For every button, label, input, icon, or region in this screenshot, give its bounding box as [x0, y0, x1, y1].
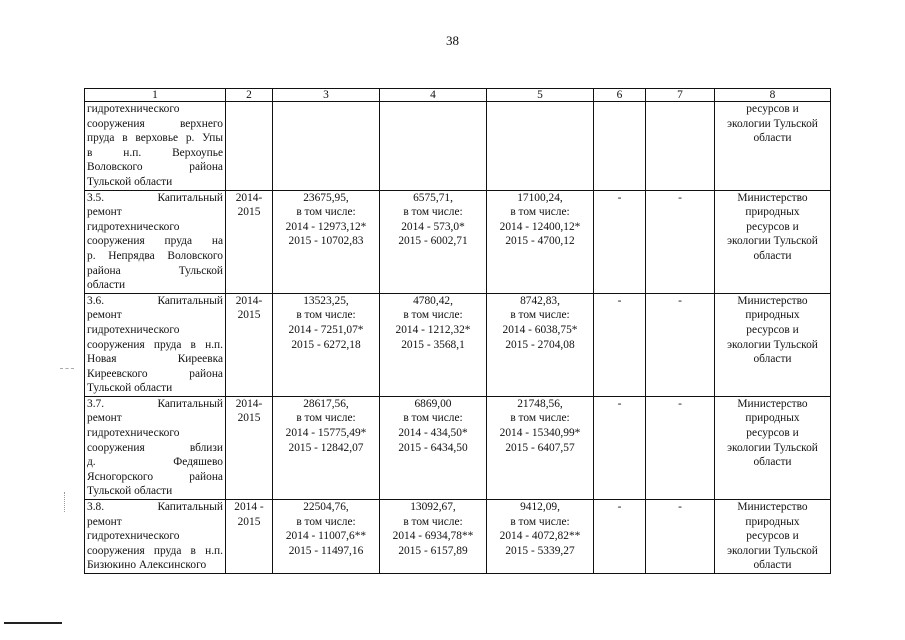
cell-line: 2015 - 3568,1 [401, 338, 465, 351]
cell-line: 2015 - 6157,89 [398, 544, 468, 557]
cell-line: области [753, 559, 792, 572]
program-table [84, 88, 831, 574]
cell-line: в том числе: [403, 309, 463, 322]
cell-line: ресурсов и [746, 103, 799, 115]
cell-line: 2015 [237, 309, 261, 322]
cell-line: 21748,56, [517, 397, 563, 410]
total-cost-cell [273, 293, 380, 396]
cell-line: Тульской области [87, 485, 173, 498]
federal-budget-cell [380, 190, 487, 293]
header-cell: 8 [715, 89, 831, 102]
cell-line: 2014 - 12400,12* [499, 220, 581, 233]
cell-line: Министерство [737, 191, 808, 204]
cell-line: Воловского района [87, 161, 223, 174]
cell-line: 2014 - 12973,12* [285, 220, 367, 233]
cell-line: природных [745, 206, 800, 219]
cell-line: 2014 - 4072,82** [499, 530, 581, 543]
cell-line: сооружения пруда в н.п. [87, 338, 223, 351]
regional-budget-cell [487, 500, 594, 574]
measure-name-cell [85, 293, 226, 396]
cell-line: в том числе: [510, 515, 570, 528]
header-cell: 7 [646, 89, 715, 102]
cell-line: ресурсов и [746, 427, 799, 440]
measure-name-cell [85, 102, 226, 191]
cell-line: ремонт [87, 515, 122, 528]
cell-line: в том числе: [510, 412, 570, 425]
cell-line: 2014 - 15775,49* [285, 427, 367, 440]
cell-line: сооружения пруда в н.п. [87, 544, 223, 557]
cell-line: в том числе: [403, 515, 463, 528]
cell-line: ресурсов и [746, 220, 799, 233]
federal-budget-cell [380, 396, 487, 499]
cell-line: района Тульской [87, 264, 223, 277]
cell-line: Бизюкино Алексинского [87, 559, 207, 572]
cell-line: 2014 - 1212,32* [395, 323, 471, 336]
cell-line: д. Федяшево [87, 456, 223, 469]
column7-cell [646, 190, 715, 293]
cell-line: 8742,83, [520, 294, 560, 307]
column6-cell [594, 190, 646, 293]
responsible-cell [715, 396, 831, 499]
cell-line: ресурсов и [746, 530, 799, 543]
cell-line: 2015 - 6002,71 [398, 235, 468, 248]
column6-cell [594, 500, 646, 574]
cell-line: - [617, 191, 622, 204]
header-cell: 1 [85, 89, 226, 102]
cell-line: 2014 - [234, 501, 264, 514]
header-cell: 3 [273, 89, 380, 102]
cell-line: - [617, 501, 622, 514]
measure-name-cell [85, 500, 226, 574]
total-cost-cell [273, 396, 380, 499]
cell-line: Министерство [737, 501, 808, 514]
column6-cell [594, 293, 646, 396]
cell-line: в том числе: [510, 309, 570, 322]
period-cell [226, 396, 273, 499]
cell-line: в том числе: [296, 515, 356, 528]
cell-line: экологии Тульской [727, 544, 818, 557]
cell-line: в том числе: [296, 309, 356, 322]
period-cell [226, 190, 273, 293]
cell-line: 2015 - 12842,07 [288, 441, 364, 454]
responsible-cell [715, 500, 831, 574]
cell-line: Новая Киреевка [87, 353, 223, 366]
cell-line: сооружения вблизи [87, 441, 223, 454]
cell-line: 2014 - 573,0* [401, 220, 465, 233]
responsible-cell [715, 190, 831, 293]
cell-line: 3.6. Капитальный [87, 294, 223, 307]
cell-line: сооружения верхнего [87, 117, 223, 130]
cell-line: 2014 - 6934,78** [392, 530, 474, 543]
table-row [85, 293, 831, 396]
regional-budget-cell [487, 102, 594, 191]
cell-line: ремонт [87, 206, 122, 219]
cell-line: Министерство [737, 397, 808, 410]
cell-line: 2015 - 6407,57 [505, 441, 575, 454]
cell-line: Ясногорского района [87, 470, 223, 483]
bottom-rule [4, 622, 62, 625]
period-cell [226, 102, 273, 191]
cell-line: 3.7. Капитальный [87, 397, 223, 410]
header-cell: 5 [487, 89, 594, 102]
total-cost-cell [273, 190, 380, 293]
cell-line: 9412,09, [520, 501, 560, 514]
cell-line: 2015 - 5339,27 [505, 544, 575, 557]
cell-line: 13523,25, [303, 294, 349, 307]
cell-line: области [753, 132, 792, 145]
cell-line: 23675,95, [303, 191, 349, 204]
cell-line: экологии Тульской [727, 235, 818, 248]
margin-dots [64, 492, 67, 512]
cell-line: 6869,00 [414, 397, 452, 410]
cell-line: - [678, 397, 682, 410]
total-cost-cell [273, 102, 380, 191]
header-cell: 6 [594, 89, 646, 102]
column7-cell [646, 102, 715, 191]
cell-line: - [678, 191, 682, 204]
cell-line: ресурсов и [746, 323, 799, 336]
table-row [85, 102, 831, 191]
cell-line: 2015 - 2704,08 [505, 338, 575, 351]
period-cell [226, 293, 273, 396]
cell-line: 6575,71, [413, 191, 453, 204]
cell-line: 2014- [235, 397, 263, 410]
column7-cell [646, 396, 715, 499]
cell-line: Тульской области [87, 382, 173, 395]
cell-line: природных [745, 412, 800, 425]
cell-line: ремонт [87, 309, 122, 322]
column6-cell [594, 102, 646, 191]
measure-name-cell [85, 396, 226, 499]
cell-line: 2014 - 11007,6** [285, 530, 367, 543]
cell-line: в том числе: [510, 206, 570, 219]
cell-line: экологии Тульской [727, 117, 818, 130]
cell-line: экологии Тульской [727, 338, 818, 351]
cell-line: - [617, 397, 622, 410]
cell-line: - [678, 294, 682, 307]
regional-budget-cell [487, 293, 594, 396]
cell-line: в том числе: [403, 412, 463, 425]
cell-line: в н.п. Верхоупье [87, 146, 223, 159]
cell-line: 4780,42, [413, 294, 453, 307]
regional-budget-cell [487, 396, 594, 499]
responsible-cell [715, 102, 831, 191]
cell-line: 13092,67, [410, 501, 456, 514]
cell-line: - [678, 501, 682, 514]
federal-budget-cell [380, 293, 487, 396]
cell-line: 2014 - 7251,07* [288, 323, 364, 336]
header-row [85, 89, 831, 102]
cell-line: р. Непрядва Воловского [87, 249, 223, 262]
header-cell: 4 [380, 89, 487, 102]
cell-line: в том числе: [296, 206, 356, 219]
table-row [85, 500, 831, 574]
responsible-cell [715, 293, 831, 396]
cell-line: гидротехнического [87, 323, 180, 336]
column6-cell [594, 396, 646, 499]
total-cost-cell [273, 500, 380, 574]
cell-line: области [87, 279, 126, 292]
cell-line: 3.5. Капитальный [87, 191, 223, 204]
cell-line: гидротехнического [87, 427, 180, 440]
cell-line: 2015 - 10702,83 [288, 235, 364, 248]
cell-line: 2014 - 15340,99* [499, 427, 581, 440]
cell-line: в том числе: [403, 206, 463, 219]
cell-line: 2015 [237, 515, 261, 528]
cell-line: 2014 - 6038,75* [502, 323, 578, 336]
cell-line: Киреевского района [87, 367, 223, 380]
cell-line: - [617, 294, 622, 307]
column7-cell [646, 293, 715, 396]
cell-line: 2015 [237, 412, 261, 425]
cell-line: пруда в верховье р. Упы [87, 132, 223, 145]
cell-line: 22504,76, [303, 501, 349, 514]
cell-line: гидротехнического [87, 530, 180, 543]
cell-line: природных [745, 309, 800, 322]
table-row [85, 396, 831, 499]
federal-budget-cell [380, 500, 487, 574]
margin-mark [60, 368, 74, 369]
header-cell: 2 [226, 89, 273, 102]
cell-line: 17100,24, [517, 191, 563, 204]
cell-line: сооружения пруда на [87, 235, 223, 248]
cell-line: гидротехнического [87, 220, 180, 233]
column7-cell [646, 500, 715, 574]
cell-line: 2015 - 6272,18 [291, 338, 361, 351]
cell-line: гидротехнического [87, 103, 180, 115]
regional-budget-cell [487, 190, 594, 293]
cell-line: области [753, 249, 792, 262]
cell-line: Министерство [737, 294, 808, 307]
cell-line: области [753, 353, 792, 366]
cell-line: 2015 - 4700,12 [505, 235, 575, 248]
federal-budget-cell [380, 102, 487, 191]
cell-line: 2014 - 434,50* [398, 427, 468, 440]
cell-line: области [753, 456, 792, 469]
table-row [85, 190, 831, 293]
cell-line: ремонт [87, 412, 122, 425]
cell-line: 3.8. Капитальный [87, 501, 223, 514]
cell-line: 2014- [235, 191, 263, 204]
cell-line: экологии Тульской [727, 441, 818, 454]
cell-line: в том числе: [296, 412, 356, 425]
page-number: 38 [446, 33, 459, 48]
cell-line: природных [745, 515, 800, 528]
cell-line: Тульской области [87, 175, 173, 188]
cell-line: 2015 - 6434,50 [398, 441, 468, 454]
measure-name-cell [85, 190, 226, 293]
cell-line: 28617,56, [303, 397, 349, 410]
cell-line: 2015 - 11497,16 [288, 544, 364, 557]
cell-line: 2015 [237, 206, 261, 219]
cell-line: 2014- [235, 294, 263, 307]
period-cell [226, 500, 273, 574]
